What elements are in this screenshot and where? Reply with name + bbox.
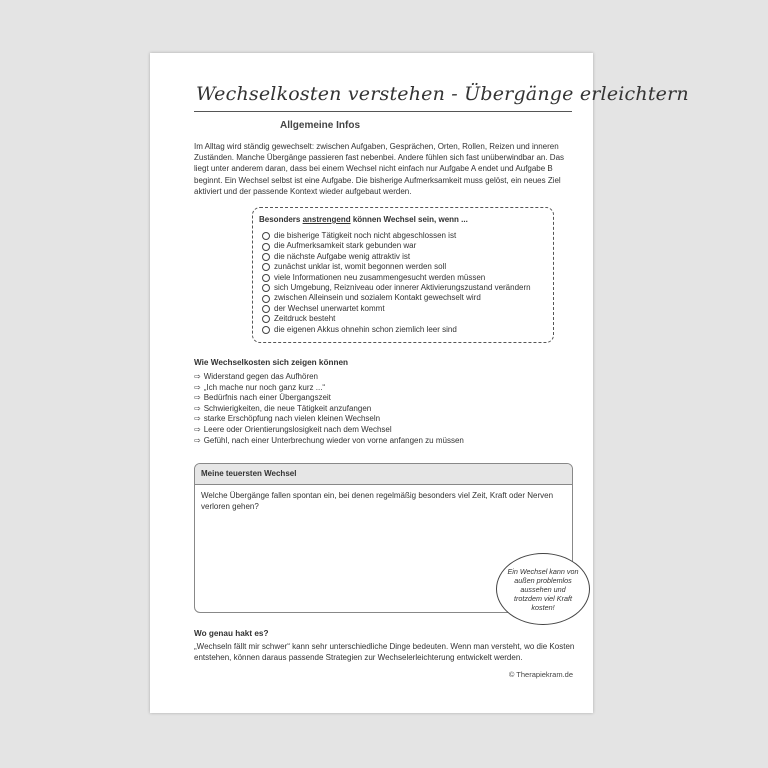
strain-checklist xyxy=(262,231,531,335)
copyright-notice: © Therapiekram.de xyxy=(508,670,573,679)
signs-item-label: starke Erschöpfung nach vielen kleinen Wechseln xyxy=(203,414,381,424)
checklist-item-label: die eigenen Akkus ohnehin schon ziemlich leer sind xyxy=(274,324,457,334)
signs-list-item xyxy=(194,414,464,425)
checkbox-circle-icon[interactable] xyxy=(262,243,270,251)
checklist-item xyxy=(262,231,531,241)
checkbox-circle-icon[interactable] xyxy=(262,295,270,303)
arrow-right-icon: ⇨ xyxy=(194,393,201,403)
checklist-item-label: Zeitdruck besteht xyxy=(274,314,336,324)
arrow-right-icon: ⇨ xyxy=(194,435,201,445)
checklist-item xyxy=(262,304,531,314)
signs-item-label: Bedürfnis nach einer Übergangszeit xyxy=(203,393,331,403)
checkbox-circle-icon[interactable] xyxy=(262,253,270,261)
page-title: Wechselkosten verstehen - Übergänge erleichtern xyxy=(196,83,689,105)
checklist-item-label: die nächste Aufgabe wenig attraktiv ist xyxy=(274,251,411,261)
checklist-item xyxy=(262,293,531,303)
strain-conditions-box xyxy=(252,207,554,343)
signs-list-item xyxy=(194,383,464,394)
signs-list-item xyxy=(194,393,464,404)
outro-title: Wo genau hakt es? xyxy=(194,629,269,638)
checklist-item-label: zunächst unklar ist, womit begonnen werden soll xyxy=(274,262,447,272)
checkbox-circle-icon[interactable] xyxy=(262,274,270,282)
checklist-item-label: zwischen Alleinsein und sozialem Kontakt gewechselt wird xyxy=(274,293,481,303)
signs-list-item xyxy=(194,372,464,383)
title-underline xyxy=(194,111,572,112)
checklist-item-label: die Aufmerksamkeit stark gebunden war xyxy=(274,241,417,251)
signs-list-item xyxy=(194,404,464,415)
signs-item-label: Schwierigkeiten, die neue Tätigkeit anzufangen xyxy=(203,403,372,413)
checkbox-circle-icon[interactable] xyxy=(262,284,270,292)
card-title: Meine teuersten Wechsel xyxy=(195,464,572,485)
checkbox-circle-icon[interactable] xyxy=(262,232,270,240)
checklist-item xyxy=(262,325,531,335)
checklist-item xyxy=(262,252,531,262)
checklist-item-label: die bisherige Tätigkeit noch nicht abgeschlossen ist xyxy=(274,231,457,240)
checklist-item xyxy=(262,283,531,293)
arrow-right-icon: ⇨ xyxy=(194,414,201,424)
strain-box-title-post: können Wechsel sein, wenn ... xyxy=(350,215,468,224)
signs-item-label: Widerstand gegen das Aufhören xyxy=(203,372,319,381)
strain-box-title-pre: Besonders xyxy=(259,215,303,224)
checkbox-circle-icon[interactable] xyxy=(262,263,270,271)
strain-box-title xyxy=(259,215,468,224)
checkbox-circle-icon[interactable] xyxy=(262,305,270,313)
signs-list xyxy=(194,372,464,446)
strain-box-title-emphasis: anstrengend xyxy=(302,215,351,224)
arrow-right-icon: ⇨ xyxy=(194,403,201,413)
arrow-right-icon: ⇨ xyxy=(194,382,201,392)
checklist-item-label: viele Informationen neu zusammengesucht werden müssen xyxy=(274,272,486,282)
arrow-right-icon: ⇨ xyxy=(194,424,201,434)
signs-section-title: Wie Wechselkosten sich zeigen können xyxy=(194,358,349,367)
checklist-item xyxy=(262,273,531,283)
checklist-item xyxy=(262,314,531,324)
page-subtitle: Allgemeine Infos xyxy=(280,120,361,131)
signs-item-label: Gefühl, nach einer Unterbrechung wieder von vorne anfangen zu müssen xyxy=(203,435,464,445)
signs-list-item xyxy=(194,436,464,447)
checklist-item xyxy=(262,241,531,251)
card-prompt: Welche Übergänge fallen spontan ein, bei denen regelmäßig besonders viel Zeit, Kraft oder Nerven verloren gehen? xyxy=(201,491,554,511)
arrow-right-icon: ⇨ xyxy=(194,372,201,381)
intro-paragraph: Im Alltag wird ständig gewechselt: zwischen Aufgaben, Gesprächen, Orten, Rollen, Reizen und inneren Zuständen. Manche Übergänge passieren fast nebenbei. Andere fühlen sich fast unüberwindbar an. Das liegt unter anderem daran, dass bei einem Wechsel nicht einfach nur Aufgabe A endet und Aufgabe B beginnt. Ein Wechsel selbst ist eine Aufgabe. Die bisherige Aufmerksamkeit muss gelöst, ein neues Ziel aktiviert und der passende Kontext wieder aufgebaut werden. xyxy=(194,142,565,196)
worksheet-page xyxy=(150,53,689,713)
checklist-item-label: der Wechsel unerwartet kommt xyxy=(274,303,385,313)
checklist-item xyxy=(262,262,531,272)
speech-bubble-text: Ein Wechsel kann von außen problemlos aussehen und trotzdem viel Kraft kosten! xyxy=(507,566,579,612)
checkbox-circle-icon[interactable] xyxy=(262,315,270,323)
checklist-item-label: sich Umgebung, Reizniveau oder innerer Aktivierungszustand verändern xyxy=(274,283,531,293)
signs-list-item xyxy=(194,425,464,436)
signs-item-label: „Ich mache nur noch ganz kurz ...“ xyxy=(203,382,326,392)
signs-item-label: Leere oder Orientierungslosigkeit nach dem Wechsel xyxy=(203,424,392,434)
outro-paragraph: „Wechseln fällt mir schwer“ kann sehr unterschiedliche Dinge bedeuten. Wenn man versteht, wo die Kosten entstehen, können daraus passende Strategien zur Wechselerleichterung entwickelt werden. xyxy=(194,642,575,663)
checkbox-circle-icon[interactable] xyxy=(262,326,270,334)
speech-bubble xyxy=(496,553,590,625)
